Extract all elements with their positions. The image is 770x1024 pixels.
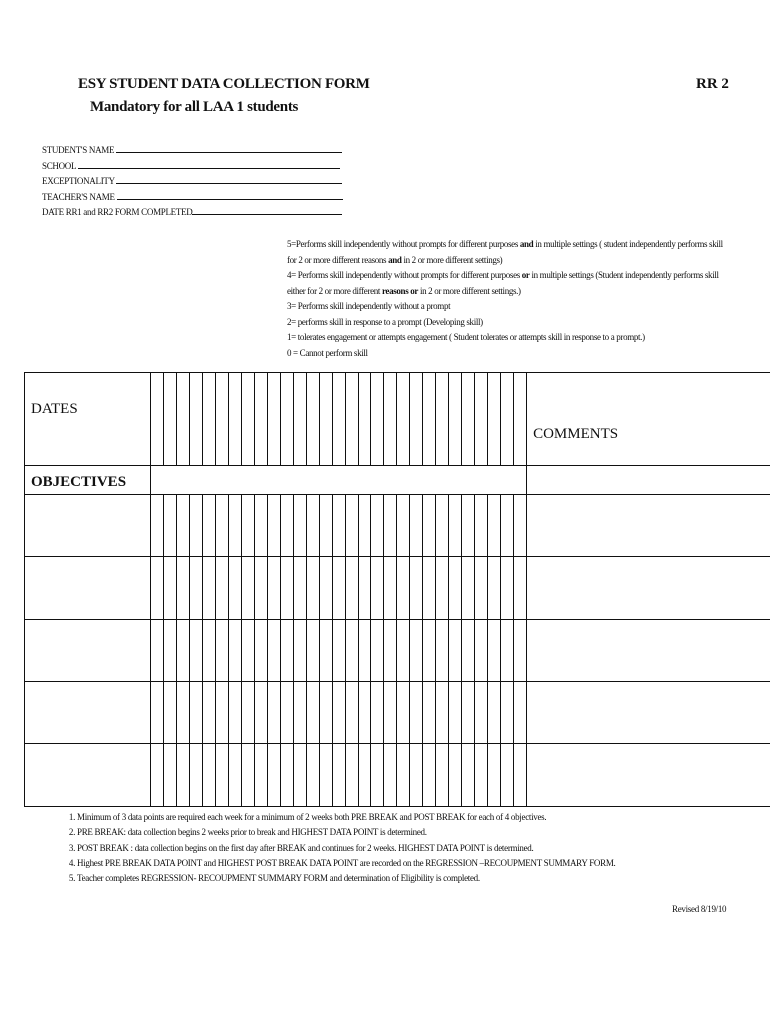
score-cell[interactable] (319, 557, 332, 619)
teacher-name-field[interactable] (42, 190, 343, 206)
score-cell[interactable] (306, 557, 319, 619)
score-cell[interactable] (384, 495, 397, 557)
score-cell[interactable] (423, 619, 436, 681)
scale-text: in multiple settings (Student independently performs skill either for 2 or more different (287, 270, 719, 296)
score-cell[interactable] (332, 743, 345, 806)
score-cell[interactable] (345, 619, 358, 681)
comment-cell[interactable] (527, 681, 770, 743)
score-cell[interactable] (449, 557, 462, 619)
score-cell[interactable] (163, 557, 176, 619)
score-cell[interactable] (228, 681, 241, 743)
score-cell[interactable] (475, 619, 488, 681)
score-cell[interactable] (345, 495, 358, 557)
score-cell[interactable] (514, 557, 527, 619)
score-cell[interactable] (202, 557, 215, 619)
score-cell[interactable] (436, 681, 449, 743)
score-cell[interactable] (475, 557, 488, 619)
score-cell[interactable] (410, 743, 423, 806)
objective-cell[interactable] (25, 681, 151, 743)
date-cell[interactable] (267, 373, 280, 466)
date-cell[interactable] (488, 373, 501, 466)
date-cell[interactable] (215, 373, 228, 466)
score-cell[interactable] (202, 619, 215, 681)
date-cell[interactable] (280, 373, 293, 466)
score-cell[interactable] (371, 495, 384, 557)
score-cell[interactable] (384, 619, 397, 681)
date-completed-field[interactable] (42, 205, 343, 221)
score-cell[interactable] (488, 743, 501, 806)
score-cell[interactable] (449, 681, 462, 743)
date-cell[interactable] (423, 373, 436, 466)
instruction-notes (58, 810, 615, 886)
score-cell[interactable] (151, 681, 164, 743)
date-cell[interactable] (228, 373, 241, 466)
date-cell[interactable] (358, 373, 371, 466)
score-cell[interactable] (163, 495, 176, 557)
objective-row (25, 681, 770, 743)
score-cell[interactable] (228, 557, 241, 619)
score-cell[interactable] (332, 495, 345, 557)
objective-cell[interactable] (25, 557, 151, 619)
score-cell[interactable] (319, 681, 332, 743)
objective-row (25, 557, 770, 619)
score-cell[interactable] (384, 681, 397, 743)
scale-emphasis: and (519, 239, 534, 249)
score-cell[interactable] (397, 495, 410, 557)
score-cell[interactable] (176, 743, 189, 806)
student-name-field[interactable] (42, 143, 343, 159)
objective-row (25, 619, 770, 681)
score-cell[interactable] (151, 743, 164, 806)
score-cell[interactable] (488, 495, 501, 557)
score-cell[interactable] (254, 557, 267, 619)
score-cell[interactable] (397, 557, 410, 619)
field-line (78, 160, 340, 169)
field-label: SCHOOL (42, 160, 76, 171)
note-item: 3. POST BREAK : data collection begins on the first day after BREAK and continues for 2 weeks. HIGHEST DATA POINT is determined. (77, 841, 615, 856)
score-cell[interactable] (358, 681, 371, 743)
score-cell[interactable] (228, 619, 241, 681)
score-cell[interactable] (228, 743, 241, 806)
score-cell[interactable] (423, 495, 436, 557)
score-cell[interactable] (151, 557, 164, 619)
field-label: EXCEPTIONALITY (42, 176, 115, 186)
score-cell[interactable] (371, 743, 384, 806)
score-cell[interactable] (202, 743, 215, 806)
scale-level-1: 1= tolerates engagement or attempts engagement ( Student tolerates or attempts skill in response to a prompt.) (287, 332, 645, 342)
date-cell[interactable] (449, 373, 462, 466)
scale-text: in multiple settings ( student independently performs skill for 2 or more different reasons (287, 239, 723, 265)
date-cell[interactable] (189, 373, 202, 466)
objective-cell[interactable] (25, 743, 151, 806)
scale-text: 4= Performs skill independently without prompts for different purposes (287, 270, 522, 280)
score-cell[interactable] (475, 681, 488, 743)
date-cell[interactable] (151, 373, 164, 466)
comments-header-span (527, 466, 770, 495)
score-cell[interactable] (332, 681, 345, 743)
score-cell[interactable] (462, 495, 475, 557)
score-cell[interactable] (475, 743, 488, 806)
score-cell[interactable] (358, 495, 371, 557)
score-cell[interactable] (423, 557, 436, 619)
score-cell[interactable] (436, 743, 449, 806)
score-cell[interactable] (345, 557, 358, 619)
score-cell[interactable] (202, 681, 215, 743)
date-cell[interactable] (163, 373, 176, 466)
score-cell[interactable] (397, 619, 410, 681)
score-cell[interactable] (358, 743, 371, 806)
score-cell[interactable] (241, 557, 254, 619)
score-cell[interactable] (228, 495, 241, 557)
date-cell[interactable] (462, 373, 475, 466)
dates-header (25, 373, 151, 466)
score-cell[interactable] (215, 681, 228, 743)
score-cell[interactable] (176, 495, 189, 557)
score-cell[interactable] (254, 495, 267, 557)
scale-level-4 (287, 268, 727, 299)
score-cell[interactable] (449, 743, 462, 806)
score-cell[interactable] (436, 619, 449, 681)
field-line (116, 144, 342, 153)
score-cell[interactable] (423, 743, 436, 806)
dates-label: DATES (31, 401, 78, 417)
score-cell[interactable] (189, 681, 202, 743)
score-cell[interactable] (176, 557, 189, 619)
field-label: DATE RR1 and RR2 FORM COMPLETED (42, 207, 193, 217)
comments-label: COMMENTS (533, 426, 619, 442)
objectives-header-span (151, 466, 527, 495)
data-collection-table (24, 372, 770, 807)
score-cell[interactable] (423, 681, 436, 743)
date-cell[interactable] (436, 373, 449, 466)
score-cell[interactable] (163, 619, 176, 681)
comment-cell[interactable] (527, 619, 770, 681)
score-cell[interactable] (462, 743, 475, 806)
score-cell[interactable] (293, 619, 306, 681)
score-cell[interactable] (397, 681, 410, 743)
score-cell[interactable] (384, 743, 397, 806)
scale-emphasis: or (521, 270, 530, 280)
score-cell[interactable] (410, 557, 423, 619)
score-cell[interactable] (514, 619, 527, 681)
scale-text: in 2 or more different settings) (401, 254, 503, 265)
note-item: 2. PRE BREAK: data collection begins 2 weeks prior to break and HIGHEST DATA POINT is determined. (77, 825, 615, 840)
score-cell[interactable] (345, 743, 358, 806)
score-cell[interactable] (358, 557, 371, 619)
score-cell[interactable] (280, 557, 293, 619)
scale-level-0: 0 = Cannot perform skill (287, 347, 368, 358)
date-cell[interactable] (514, 373, 527, 466)
scale-level-3: 3= Performs skill independently without a prompt (287, 301, 451, 311)
score-cell[interactable] (267, 743, 280, 806)
date-cell[interactable] (501, 373, 514, 466)
score-cell[interactable] (176, 619, 189, 681)
score-cell[interactable] (397, 743, 410, 806)
date-cell[interactable] (371, 373, 384, 466)
objective-cell[interactable] (25, 495, 151, 557)
score-cell[interactable] (410, 619, 423, 681)
score-cell[interactable] (501, 681, 514, 743)
score-cell[interactable] (189, 743, 202, 806)
comment-cell[interactable] (527, 495, 770, 557)
date-cell[interactable] (345, 373, 358, 466)
note-item: 1. Minimum of 3 data points are required each week for a minimum of 2 weeks both PRE BREAK and POST BREAK for each of 4 objectives. (77, 810, 615, 825)
date-cell[interactable] (332, 373, 345, 466)
score-cell[interactable] (293, 495, 306, 557)
score-cell[interactable] (319, 619, 332, 681)
score-cell[interactable] (410, 495, 423, 557)
field-line (117, 191, 343, 200)
score-cell[interactable] (254, 743, 267, 806)
score-cell[interactable] (241, 743, 254, 806)
score-cell[interactable] (306, 681, 319, 743)
objective-cell[interactable] (25, 619, 151, 681)
score-cell[interactable] (215, 557, 228, 619)
score-cell[interactable] (280, 681, 293, 743)
score-cell[interactable] (267, 495, 280, 557)
score-cell[interactable] (501, 743, 514, 806)
scale-level-5 (287, 237, 727, 268)
score-cell[interactable] (501, 557, 514, 619)
comment-cell[interactable] (527, 557, 770, 619)
score-cell[interactable] (280, 495, 293, 557)
revision-date: Revised 8/19/10 (672, 904, 727, 914)
scale-emphasis: and (388, 254, 402, 265)
score-cell[interactable] (371, 557, 384, 619)
score-cell[interactable] (293, 743, 306, 806)
scale-text: in 2 or more different settings.) (418, 285, 521, 296)
score-cell[interactable] (462, 557, 475, 619)
field-label: STUDENT'S NAME (42, 145, 115, 155)
score-cell[interactable] (488, 619, 501, 681)
score-cell[interactable] (151, 495, 164, 557)
comments-header (527, 373, 770, 466)
date-cell[interactable] (202, 373, 215, 466)
score-cell[interactable] (319, 495, 332, 557)
date-cell[interactable] (319, 373, 332, 466)
score-cell[interactable] (176, 681, 189, 743)
date-cell[interactable] (397, 373, 410, 466)
score-cell[interactable] (436, 495, 449, 557)
score-cell[interactable] (488, 557, 501, 619)
school-field[interactable] (42, 159, 343, 175)
score-cell[interactable] (293, 681, 306, 743)
date-cell[interactable] (176, 373, 189, 466)
score-cell[interactable] (163, 681, 176, 743)
score-cell[interactable] (514, 681, 527, 743)
score-cell[interactable] (358, 619, 371, 681)
score-cell[interactable] (306, 743, 319, 806)
score-cell[interactable] (384, 557, 397, 619)
score-cell[interactable] (254, 681, 267, 743)
score-cell[interactable] (514, 743, 527, 806)
date-cell[interactable] (410, 373, 423, 466)
exceptionality-field[interactable] (42, 174, 343, 190)
student-info-fields (42, 143, 343, 221)
scale-level-2: 2= performs skill in response to a prompt (Developing skill) (287, 316, 483, 327)
comment-cell[interactable] (527, 743, 770, 806)
score-cell[interactable] (332, 619, 345, 681)
form-subtitle: Mandatory for all LAA 1 students (90, 99, 299, 115)
objectives-header (25, 466, 151, 495)
score-cell[interactable] (449, 619, 462, 681)
score-cell[interactable] (319, 743, 332, 806)
note-item: 5. Teacher completes REGRESSION- RECOUPMENT SUMMARY FORM and determination of Eligibility is completed. (77, 871, 615, 886)
score-cell[interactable] (501, 495, 514, 557)
score-cell[interactable] (410, 681, 423, 743)
rating-scale (287, 237, 727, 361)
score-cell[interactable] (151, 619, 164, 681)
score-cell[interactable] (462, 619, 475, 681)
objectives-label: OBJECTIVES (31, 473, 127, 490)
field-label: TEACHER'S NAME (42, 191, 115, 202)
score-cell[interactable] (436, 557, 449, 619)
score-cell[interactable] (215, 495, 228, 557)
score-cell[interactable] (267, 619, 280, 681)
score-cell[interactable] (293, 557, 306, 619)
score-cell[interactable] (488, 681, 501, 743)
score-cell[interactable] (306, 495, 319, 557)
score-cell[interactable] (241, 681, 254, 743)
score-cell[interactable] (241, 495, 254, 557)
score-cell[interactable] (254, 619, 267, 681)
scale-text: 5=Performs skill independently without prompts for different purposes (287, 239, 520, 249)
score-cell[interactable] (267, 557, 280, 619)
objective-row (25, 743, 770, 806)
form-title: ESY STUDENT DATA COLLECTION FORM (78, 76, 370, 92)
score-cell[interactable] (306, 619, 319, 681)
score-cell[interactable] (202, 495, 215, 557)
score-cell[interactable] (163, 743, 176, 806)
date-cell[interactable] (384, 373, 397, 466)
form-id: RR 2 (696, 76, 729, 92)
score-cell[interactable] (371, 681, 384, 743)
score-cell[interactable] (449, 495, 462, 557)
score-cell[interactable] (332, 557, 345, 619)
score-cell[interactable] (475, 495, 488, 557)
score-cell[interactable] (280, 619, 293, 681)
score-cell[interactable] (267, 681, 280, 743)
date-cell[interactable] (306, 373, 319, 466)
score-cell[interactable] (215, 743, 228, 806)
scale-emphasis: reasons or (381, 285, 419, 296)
date-cell[interactable] (254, 373, 267, 466)
objective-row (25, 495, 770, 557)
note-item: 4. Highest PRE BREAK DATA POINT and HIGHEST POST BREAK DATA POINT are recorded on the REGRESSION –RECOUPMENT SUMMARY FORM. (77, 856, 615, 871)
score-cell[interactable] (514, 495, 527, 557)
field-line (192, 206, 342, 215)
score-cell[interactable] (462, 681, 475, 743)
score-cell[interactable] (215, 619, 228, 681)
score-cell[interactable] (280, 743, 293, 806)
field-line (116, 175, 342, 184)
score-cell[interactable] (189, 557, 202, 619)
score-cell[interactable] (241, 619, 254, 681)
score-cell[interactable] (371, 619, 384, 681)
date-cell[interactable] (241, 373, 254, 466)
date-cell[interactable] (293, 373, 306, 466)
date-cell[interactable] (475, 373, 488, 466)
score-cell[interactable] (345, 681, 358, 743)
score-cell[interactable] (189, 495, 202, 557)
score-cell[interactable] (189, 619, 202, 681)
score-cell[interactable] (501, 619, 514, 681)
